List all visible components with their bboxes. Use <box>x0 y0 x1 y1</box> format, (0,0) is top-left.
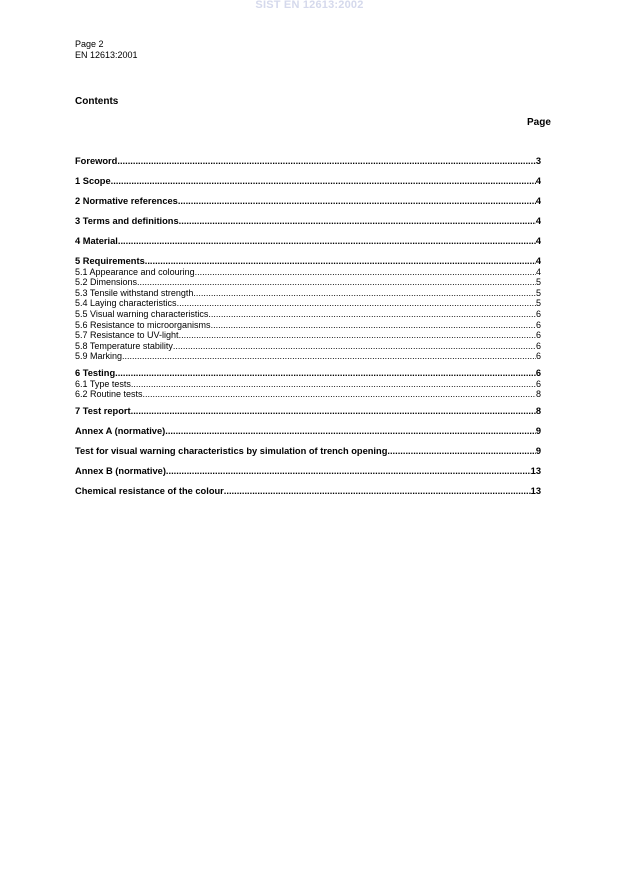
toc-subentry-uv-light[interactable] <box>75 330 541 341</box>
toc-subentry-temperature[interactable] <box>75 341 541 352</box>
toc-entry-test-report[interactable] <box>75 406 541 416</box>
toc-entry-testing[interactable] <box>75 368 541 378</box>
table-of-contents <box>75 156 541 506</box>
toc-entry-page: 6 <box>535 367 541 378</box>
toc-entry-title: Foreword <box>75 156 118 166</box>
toc-leader-dots <box>143 389 536 400</box>
toc-entry-scope[interactable] <box>75 176 541 186</box>
page-header <box>75 39 138 61</box>
toc-entry-title: 2 Normative references <box>75 196 178 206</box>
toc-entry-normative-references[interactable] <box>75 196 541 206</box>
toc-entry-page: 4 <box>535 236 541 246</box>
toc-subentry-laying[interactable] <box>75 298 541 309</box>
toc-entry-title: 5.4 Laying characteristics <box>75 298 177 309</box>
toc-subentry-tensile[interactable] <box>75 288 541 299</box>
toc-entry-page: 6 <box>535 319 541 330</box>
toc-entry-title: 3 Terms and definitions <box>75 216 179 226</box>
toc-leader-dots <box>179 330 536 341</box>
toc-entry-page: 6 <box>535 378 541 389</box>
toc-entry-annex-a[interactable] <box>75 426 541 436</box>
toc-entry-title: Chemical resistance of the colour <box>75 485 224 496</box>
toc-entry-page: 13 <box>530 485 541 496</box>
toc-entry-page: 3 <box>535 156 541 166</box>
toc-leader-dots <box>224 486 531 496</box>
toc-entry-title: 4 Material <box>75 236 118 246</box>
toc-subentry-appearance[interactable] <box>75 267 541 278</box>
contents-heading: Contents <box>75 96 119 107</box>
toc-entry-title: 6.1 Type tests <box>75 378 131 389</box>
toc-entry-title: 5.5 Visual warning characteristics <box>75 308 209 319</box>
toc-entry-page: 6 <box>535 330 541 341</box>
toc-entry-page: 5 <box>535 277 541 288</box>
toc-entry-title: Annex B (normative) <box>75 465 166 476</box>
toc-leader-dots <box>145 256 536 266</box>
toc-entry-page: 6 <box>535 308 541 319</box>
toc-entry-title: 5 Requirements <box>75 256 145 266</box>
toc-entry-title: Test for visual warning characteristics by simulation of trench opening <box>75 445 388 456</box>
toc-entry-title: 6 Testing <box>75 367 116 378</box>
toc-entry-page: 8 <box>535 405 541 416</box>
toc-entry-page: 4 <box>535 196 541 206</box>
toc-leader-dots <box>131 379 536 390</box>
toc-entry-page: 9 <box>535 445 541 456</box>
page-number: Page 2 <box>75 39 104 49</box>
toc-entry-page: 4 <box>535 266 541 277</box>
toc-entry-page: 4 <box>535 176 541 186</box>
toc-leader-dots <box>131 406 536 416</box>
toc-leader-dots <box>118 236 536 246</box>
toc-entry-page: 6 <box>535 351 541 362</box>
toc-entry-title: 5.1 Appearance and colouring <box>75 266 195 277</box>
toc-leader-dots <box>166 466 531 476</box>
page-column-label: Page <box>527 117 551 128</box>
toc-entry-title: 1 Scope <box>75 176 111 186</box>
toc-leader-dots <box>211 320 536 331</box>
toc-entry-page: 4 <box>535 256 541 266</box>
toc-entry-page: 8 <box>535 389 541 400</box>
toc-entry-title: 5.7 Resistance to UV-light <box>75 330 179 341</box>
toc-entry-requirements[interactable] <box>75 256 541 266</box>
toc-leader-dots <box>178 196 536 206</box>
toc-entry-title: Annex A (normative) <box>75 425 166 436</box>
toc-entry-page: 5 <box>535 298 541 309</box>
toc-leader-dots <box>193 288 536 299</box>
toc-entry-page: 4 <box>535 216 541 226</box>
toc-subentry-microorganisms[interactable] <box>75 320 541 331</box>
toc-leader-dots <box>173 341 536 352</box>
toc-leader-dots <box>137 277 536 288</box>
toc-leader-dots <box>115 368 536 378</box>
toc-entry-annex-b[interactable] <box>75 466 541 476</box>
toc-entry-title: 5.3 Tensile withstand strength <box>75 287 194 298</box>
toc-entry-page: 9 <box>535 425 541 436</box>
toc-leader-dots <box>195 267 536 278</box>
toc-entry-page: 5 <box>535 287 541 298</box>
toc-entry-title: 5.6 Resistance to microorganisms <box>75 319 211 330</box>
toc-entry-material[interactable] <box>75 236 541 246</box>
toc-leader-dots <box>177 298 536 309</box>
toc-entry-title: 5.2 Dimensions <box>75 277 138 288</box>
watermark: SIST EN 12613:2002 <box>255 0 364 11</box>
toc-leader-dots <box>111 176 536 186</box>
toc-entry-page: 6 <box>535 340 541 351</box>
toc-entry-terms-definitions[interactable] <box>75 216 541 226</box>
toc-subentry-marking[interactable] <box>75 351 541 362</box>
toc-leader-dots <box>208 309 536 320</box>
standard-id: EN 12613:2001 <box>75 50 138 60</box>
toc-leader-dots <box>122 351 536 362</box>
toc-entry-title: 5.8 Temperature stability <box>75 340 173 351</box>
toc-leader-dots <box>117 156 535 166</box>
toc-subentry-routine-tests[interactable] <box>75 389 541 400</box>
toc-subentry-type-tests[interactable] <box>75 379 541 390</box>
toc-entry-annex-a-title[interactable] <box>75 446 541 456</box>
toc-subentry-visual-warning[interactable] <box>75 309 541 320</box>
toc-entry-title: 6.2 Routine tests <box>75 389 143 400</box>
toc-entry-title: 7 Test report <box>75 405 131 416</box>
toc-leader-dots <box>165 426 536 436</box>
toc-leader-dots <box>387 446 535 456</box>
toc-subentry-dimensions[interactable] <box>75 277 541 288</box>
toc-entry-title: 5.9 Marking <box>75 351 123 362</box>
toc-entry-annex-b-title[interactable] <box>75 486 541 496</box>
toc-entry-page: 13 <box>530 465 541 476</box>
toc-leader-dots <box>179 216 536 226</box>
toc-entry-foreword[interactable] <box>75 156 541 166</box>
